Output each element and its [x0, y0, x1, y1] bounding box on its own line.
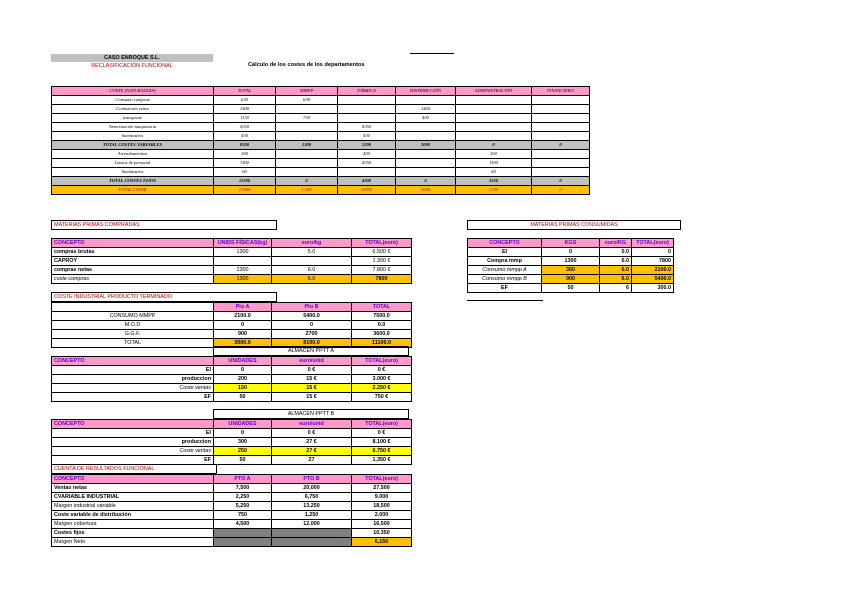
coste-industrial-title: COSTE INDUSTRIAL PRODUCTO TERMINADO	[51, 292, 277, 302]
column-header: PTO A	[214, 475, 272, 484]
dept-header-row	[52, 87, 590, 96]
table-cell: 900	[542, 275, 600, 284]
table-row	[52, 438, 412, 447]
header-row	[52, 357, 412, 366]
table-cell: compras netas	[52, 266, 214, 275]
header-row	[52, 303, 412, 312]
table-cell	[456, 123, 532, 132]
column-header: UNIDS FÍSICAS(kg)	[214, 239, 272, 248]
table-cell: 15 €	[272, 393, 352, 402]
table-cell	[396, 96, 456, 105]
table-cell: 6,150	[352, 538, 412, 547]
table-cell: EF	[52, 393, 214, 402]
table-cell: CONSUMO MMPP	[52, 312, 214, 321]
table-cell: 150	[214, 384, 272, 393]
column-header: TOTAL	[214, 87, 276, 96]
column-header: TOTAL(euro)	[352, 475, 412, 484]
mp-consumidas-table	[467, 238, 674, 293]
table-cell: EI	[52, 429, 214, 438]
table-cell: EF	[468, 284, 542, 293]
table-cell	[396, 150, 456, 159]
table-cell	[456, 96, 532, 105]
table-cell: Margen cobertura	[52, 520, 214, 529]
table-cell: Suministros	[52, 168, 214, 177]
table-cell: 430	[214, 132, 276, 141]
table-cell: G.G.F.	[52, 330, 214, 339]
table-cell: 0.0	[352, 321, 412, 330]
table-cell: 50	[542, 284, 600, 293]
table-cell: 1.350 €	[352, 456, 412, 465]
table-cell	[214, 529, 272, 538]
mp-compradas-table	[51, 238, 412, 284]
table-cell: 6.500 €	[352, 248, 412, 257]
column-header: FINANCIERO	[532, 87, 590, 96]
table-cell: 350	[542, 266, 600, 275]
table-cell: Consumo mmpp A	[468, 266, 542, 275]
table-cell: 630	[276, 96, 338, 105]
column-header: DISTRIBUCIÓN	[396, 87, 456, 96]
table-cell: 5400.0	[632, 275, 674, 284]
table-cell	[276, 105, 338, 114]
table-cell: 0 €	[352, 366, 412, 375]
table-cell: 1400	[396, 105, 456, 114]
table-cell: 0	[532, 141, 590, 150]
table-cell: 0	[396, 177, 456, 186]
table-cell	[456, 114, 532, 123]
table-cell: 1130	[214, 114, 276, 123]
almacen-a-table	[51, 356, 412, 402]
column-header: KGS	[542, 239, 600, 248]
resultados-title: CUENTA DE RESULTADOS FUNCIONAL	[51, 464, 217, 474]
table-cell: 27 €	[272, 438, 352, 447]
column-header: CONCEPTO	[52, 357, 214, 366]
table-cell	[532, 168, 590, 177]
coste-industrial-table	[51, 302, 412, 348]
table-cell	[532, 150, 590, 159]
table-cell: 5400.0	[272, 312, 352, 321]
table-row	[52, 493, 412, 502]
company-name: CASO ENROQUE S.L.	[51, 54, 213, 62]
table-cell: 3000.0	[214, 339, 272, 348]
table-cell: 0	[214, 429, 272, 438]
table-cell: 3600.0	[352, 330, 412, 339]
almacen-b-section	[51, 409, 412, 465]
table-cell: 20,000	[272, 484, 352, 493]
table-cell	[338, 168, 396, 177]
grand-total-row	[52, 186, 590, 195]
table-cell: 0.0	[600, 248, 632, 257]
table-cell: produccion	[52, 438, 214, 447]
table-cell: Amortización maquinaria	[52, 123, 214, 132]
table-cell: EF	[52, 456, 214, 465]
table-cell	[456, 132, 532, 141]
table-cell: Compra mmp	[468, 257, 542, 266]
table-cell: TOTAL	[52, 339, 214, 348]
column-header: euro/unid	[272, 420, 352, 429]
column-header: CONCEPTO	[468, 239, 542, 248]
table-cell: 7800	[352, 275, 412, 284]
column-header: euro/KG	[600, 239, 632, 248]
column-header: PTO B	[272, 475, 352, 484]
table-cell: 6.0	[272, 266, 352, 275]
table-cell: 0 €	[272, 366, 352, 375]
column-header: COSTE (NATURALEZA)	[52, 87, 214, 96]
table-row	[52, 114, 590, 123]
table-cell: 4350	[338, 123, 396, 132]
table-cell: 6,750	[272, 493, 352, 502]
header-row	[468, 239, 674, 248]
table-row	[52, 447, 412, 456]
table-cell: 4,500	[214, 520, 272, 529]
table-cell: 60	[456, 168, 532, 177]
table-cell: Coste ventas	[52, 384, 214, 393]
table-cell: 5,250	[214, 502, 272, 511]
table-cell	[338, 96, 396, 105]
table-row	[52, 321, 412, 330]
table-row	[52, 96, 590, 105]
column-header: MMPP	[276, 87, 338, 96]
table-cell: 10050	[338, 186, 396, 195]
table-cell: 4350	[338, 159, 396, 168]
table-cell: compras brutas	[52, 248, 214, 257]
table-cell	[272, 257, 352, 266]
table-cell: 0	[542, 248, 600, 257]
table-cell: 11100.0	[352, 339, 412, 348]
table-cell: 1.300 €	[352, 257, 412, 266]
column-header: TOTAL(euro)	[632, 239, 674, 248]
table-cell: 1750	[456, 186, 532, 195]
table-cell: 2.000	[352, 511, 412, 520]
table-cell	[396, 159, 456, 168]
table-cell: CAPROY	[52, 257, 214, 266]
table-cell: 27	[272, 456, 352, 465]
table-row	[468, 257, 674, 266]
table-cell: 13,250	[272, 502, 352, 511]
table-cell: Suministros	[52, 132, 214, 141]
table-cell: 0	[456, 141, 532, 150]
table-row	[52, 248, 412, 257]
table-row	[52, 429, 412, 438]
table-row	[52, 384, 412, 393]
table-row	[52, 529, 412, 538]
table-cell: 6	[600, 284, 632, 293]
table-cell: 9.000	[352, 493, 412, 502]
table-row	[52, 484, 412, 493]
table-cell: Ventas netas	[52, 484, 214, 493]
header-row	[52, 239, 412, 248]
table-cell: 15 €	[272, 375, 352, 384]
table-row	[52, 159, 590, 168]
table-cell: 27.500	[352, 484, 412, 493]
table-cell: 4350	[214, 123, 276, 132]
table-cell: 450	[338, 150, 396, 159]
table-cell: 16,500	[352, 520, 412, 529]
table-cell: 1.300	[276, 186, 338, 195]
table-cell: 5.0	[272, 248, 352, 257]
table-cell	[272, 529, 352, 538]
table-cell: produccion	[52, 375, 214, 384]
table-row	[468, 266, 674, 275]
almacen-a-section	[51, 346, 412, 402]
table-cell: 400	[396, 114, 456, 123]
total-variable-row	[52, 141, 590, 150]
table-cell: Gastos de personal	[52, 159, 214, 168]
table-cell: Comisiones venta	[52, 105, 214, 114]
table-cell: 2000	[396, 141, 456, 150]
almacen-a-title: ALMACÉN PPTT A	[213, 346, 409, 356]
table-cell: 0	[272, 321, 352, 330]
table-row	[52, 266, 412, 275]
table-row	[52, 168, 590, 177]
table-row	[52, 511, 412, 520]
table-cell	[214, 538, 272, 547]
table-cell: 7,500	[214, 484, 272, 493]
table-cell	[456, 105, 532, 114]
table-cell: 12,000	[272, 520, 352, 529]
header-rule	[410, 53, 454, 54]
table-row	[52, 330, 412, 339]
table-cell: 50	[214, 393, 272, 402]
table-cell: 60	[214, 168, 276, 177]
table-cell: EI	[52, 366, 214, 375]
table-cell	[338, 114, 396, 123]
mp-consumidas-rule	[467, 300, 543, 301]
column-header: TOTAL(euro)	[352, 357, 412, 366]
column-header: Pto B	[272, 303, 352, 312]
table-cell: TOTAL COSTES FIJOS	[52, 177, 214, 186]
table-cell: 2.250 €	[352, 384, 412, 393]
table-cell: 200	[214, 375, 272, 384]
table-row	[52, 375, 412, 384]
table-cell: Coste ventas	[52, 447, 214, 456]
dept-cost-table	[51, 86, 590, 195]
table-cell: 1300	[276, 141, 338, 150]
table-cell: Consumo mmpp B	[468, 275, 542, 284]
mp-compradas-section	[51, 220, 412, 284]
table-cell: 6.0	[600, 275, 632, 284]
column-header: TOTAL	[352, 303, 412, 312]
table-cell: 250	[214, 447, 272, 456]
table-cell	[396, 132, 456, 141]
table-cell: 18,500	[352, 502, 412, 511]
table-cell: 15 €	[272, 384, 352, 393]
company-header	[51, 54, 213, 71]
column-header: Pto A	[214, 303, 272, 312]
table-cell: 6.0	[600, 266, 632, 275]
table-cell: 0 €	[352, 429, 412, 438]
table-cell: 1400	[214, 105, 276, 114]
column-header: UNIDADES	[214, 420, 272, 429]
table-cell: Coste variable de distribución	[52, 511, 214, 520]
table-cell: Margen industrial variable	[52, 502, 214, 511]
table-cell: Margen Neto	[52, 538, 214, 547]
table-cell	[272, 538, 352, 547]
table-cell: 7.800 €	[352, 266, 412, 275]
table-cell	[338, 105, 396, 114]
table-cell: 300	[214, 438, 272, 447]
table-row	[52, 257, 412, 266]
table-cell: 27 €	[272, 447, 352, 456]
almacen-b-title: ALMACÉN PPTT B	[213, 409, 409, 419]
table-cell: 0	[276, 177, 338, 186]
table-cell	[532, 96, 590, 105]
table-cell	[532, 159, 590, 168]
table-cell: 3350	[456, 177, 532, 186]
table-cell	[532, 114, 590, 123]
company-subtitle: RECLASIFICACIÓN FUNCIONAL	[91, 63, 173, 69]
table-cell: 1100	[456, 159, 532, 168]
column-header: TOTAL(euro)	[352, 239, 412, 248]
table-cell: transporte	[52, 114, 214, 123]
table-cell: 730	[276, 114, 338, 123]
table-cell: 11200	[214, 177, 276, 186]
total-fixed-row	[52, 177, 590, 186]
table-cell: 8300	[214, 141, 276, 150]
table-cell: 50	[214, 456, 272, 465]
table-cell: EI	[468, 248, 542, 257]
table-cell: 1300	[214, 275, 272, 284]
header-row	[52, 475, 412, 484]
table-cell	[532, 105, 590, 114]
column-header: FÁBRICA	[338, 87, 396, 96]
mp-consumidas-title: MATERIAS PRIMAS CONSUMIDAS	[467, 220, 681, 230]
table-row	[52, 132, 590, 141]
table-cell: 3.000 €	[352, 375, 412, 384]
table-cell: 2100.0	[632, 266, 674, 275]
table-row	[52, 520, 412, 529]
table-cell: 0	[632, 248, 674, 257]
mp-compradas-title: MATERIAS PRIMAS COMPRADAS	[51, 220, 277, 230]
table-cell: 750	[214, 511, 272, 520]
table-row	[52, 150, 590, 159]
table-row	[52, 123, 590, 132]
table-cell: TOTAL COSTE	[52, 186, 214, 195]
table-cell: TOTAL COSTES VARIABLES	[52, 141, 214, 150]
column-header: CONCEPTO	[52, 420, 214, 429]
table-cell: 1300	[214, 248, 272, 257]
column-header: CONCEPTO	[52, 475, 214, 484]
resultados-table	[51, 474, 412, 547]
table-cell: 7400	[214, 159, 276, 168]
table-row	[52, 502, 412, 511]
table-row	[468, 275, 674, 284]
table-row	[52, 105, 590, 114]
table-cell	[532, 123, 590, 132]
table-cell: 6.0	[272, 275, 352, 284]
table-cell: 630	[214, 96, 276, 105]
table-row	[468, 248, 674, 257]
table-cell: 1300	[542, 257, 600, 266]
table-cell	[276, 159, 338, 168]
header-row	[52, 420, 412, 429]
column-header: UNIDADES	[214, 357, 272, 366]
table-row	[52, 312, 412, 321]
table-cell: 300	[214, 150, 276, 159]
table-cell: Arrendamientos	[52, 150, 214, 159]
table-cell: 2100.0	[214, 312, 272, 321]
table-cell: Consumo compras	[52, 96, 214, 105]
table-cell: 0	[532, 177, 590, 186]
table-cell: M.O.D	[52, 321, 214, 330]
page-title: Cálculo de los costes de los departamentos	[248, 62, 365, 68]
table-cell: 0	[532, 186, 590, 195]
table-cell: 2700	[272, 330, 352, 339]
table-cell: 0	[214, 321, 272, 330]
table-cell	[396, 168, 456, 177]
table-cell: 1,250	[272, 511, 352, 520]
table-cell: 8.100 €	[352, 438, 412, 447]
table-cell: 1300	[214, 266, 272, 275]
table-cell: 7500.0	[352, 312, 412, 321]
column-header: TOTAL(euro)	[352, 420, 412, 429]
column-header: euro/kg	[272, 239, 352, 248]
table-row	[52, 393, 412, 402]
column-header: ADMINISTRACIÓN	[456, 87, 532, 96]
table-cell: 300	[456, 150, 532, 159]
table-cell: 0	[214, 366, 272, 375]
table-cell: CVARIABLE INDUSTRIAL	[52, 493, 214, 502]
table-cell: 2000	[396, 186, 456, 195]
table-cell: 5200	[338, 141, 396, 150]
table-cell	[214, 257, 272, 266]
table-cell: 7800	[632, 257, 674, 266]
table-cell: 430	[338, 132, 396, 141]
table-cell: 2,250	[214, 493, 272, 502]
table-row	[52, 538, 412, 547]
coste-industrial-section	[51, 292, 412, 348]
column-header: euro/unid	[272, 357, 352, 366]
table-row	[468, 284, 674, 293]
column-header: CONCEPTO	[52, 239, 214, 248]
table-cell: 10.350	[352, 529, 412, 538]
table-cell	[276, 123, 338, 132]
table-cell	[276, 168, 338, 177]
almacen-b-table	[51, 419, 412, 465]
table-cell	[276, 132, 338, 141]
table-cell: coste compras	[52, 275, 214, 284]
table-cell: 300.0	[632, 284, 674, 293]
table-cell: 900	[214, 330, 272, 339]
resultados-section	[51, 464, 412, 547]
table-cell	[276, 150, 338, 159]
table-cell	[396, 123, 456, 132]
table-cell: 0 €	[272, 429, 352, 438]
table-cell: 4200	[338, 177, 396, 186]
table-cell: 17400	[214, 186, 276, 195]
table-cell: 6.0	[600, 257, 632, 266]
table-row	[52, 366, 412, 375]
table-cell: 8100.0	[272, 339, 352, 348]
table-row	[52, 275, 412, 284]
table-cell	[532, 132, 590, 141]
column-header	[52, 303, 214, 312]
table-cell: 750 €	[352, 393, 412, 402]
mp-consumidas-section	[467, 220, 681, 301]
table-cell: 6.750 €	[352, 447, 412, 456]
table-cell: Costes fijos	[52, 529, 214, 538]
